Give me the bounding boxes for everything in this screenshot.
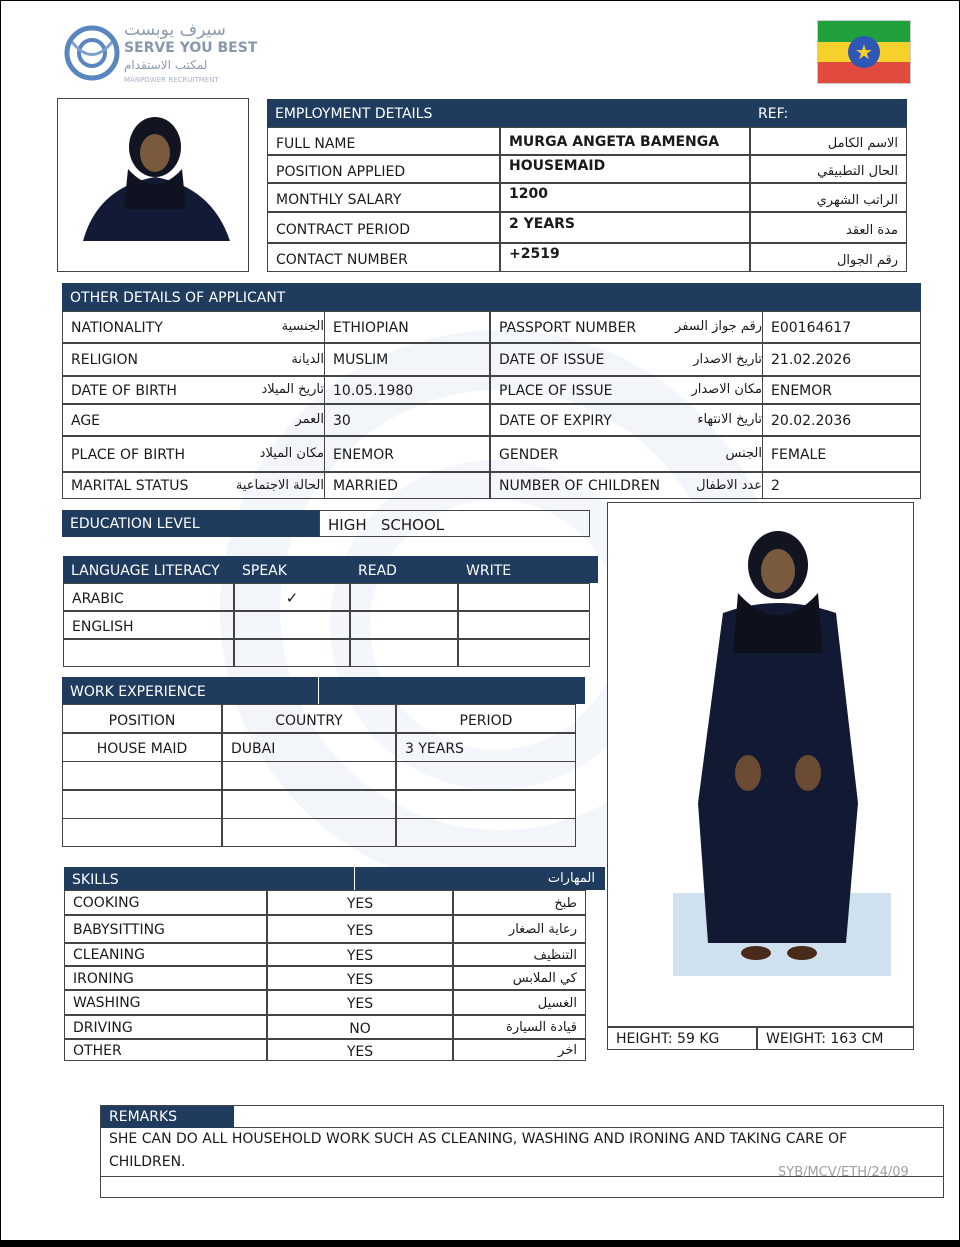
employment-value: 2 YEARS: [500, 212, 750, 243]
work-country: [222, 761, 396, 790]
employment-arabic-label: مدة العقد: [750, 212, 907, 243]
skill-arabic: قيادة السيارة: [453, 1015, 586, 1039]
passport-value: E00164617: [762, 311, 921, 343]
portrait-figure-icon: [58, 99, 248, 271]
employment-arabic-label: الاسم الكامل: [750, 127, 907, 155]
remarks-line-1: SHE CAN DO ALL HOUSEHOLD WORK SUCH AS CLEANING, WASHING AND IRONING AND TAKING CARE OF: [109, 1131, 848, 1147]
passport-arabic-label: رقم جواز السفر: [675, 319, 762, 334]
employment-arabic-label: الراتب الشهري: [750, 183, 907, 212]
language-write: [458, 583, 590, 611]
work-position: [62, 761, 222, 790]
skill-arabic: التنظيف: [453, 943, 586, 966]
language-speak: [234, 611, 350, 639]
ethiopia-flag-icon: ★: [817, 20, 911, 84]
employment-arabic-label: الحال التطبيقي: [750, 155, 907, 183]
language-read: [350, 611, 458, 639]
portrait-photo: [57, 98, 249, 272]
employment-header-title: EMPLOYMENT DETAILS: [275, 106, 433, 122]
applicant-arabic-label: العمر: [295, 412, 324, 427]
passport-value: ENEMOR: [762, 376, 921, 404]
remarks-title: REMARKS: [109, 1109, 178, 1125]
document-code: SYB/MCV/ETH/24/09: [778, 1165, 909, 1180]
skill-name: DRIVING: [64, 1015, 267, 1039]
height-value: HEIGHT: 59 KG: [616, 1031, 720, 1047]
applicant-label: DATE OF BIRTH: [62, 376, 324, 404]
work-country: DUBAI: [222, 733, 396, 762]
skill-arabic: رعاية الصغار: [453, 915, 586, 943]
work-position: [62, 790, 222, 819]
work-country: [222, 818, 396, 847]
applicant-label: MARITAL STATUS: [62, 472, 324, 499]
work-period: [396, 790, 576, 819]
skill-value: YES: [267, 990, 453, 1015]
passport-arabic-label: مكان الاصدار: [691, 382, 762, 397]
full-body-photo: [607, 502, 914, 1027]
other-details-header: [62, 283, 490, 311]
work-experience-header: WORK EXPERIENCE: [62, 677, 326, 704]
applicant-arabic-label: الجنسية: [281, 319, 324, 334]
applicant-label: NATIONALITY: [62, 311, 324, 343]
skill-arabic: كي الملابس: [453, 966, 586, 990]
applicant-value: ETHIOPIAN: [324, 311, 490, 343]
employment-header: [267, 99, 750, 127]
language-write: [458, 639, 590, 667]
applicant-value: 30: [324, 404, 490, 436]
passport-label: GENDER: [490, 436, 762, 472]
work-period: 3 YEARS: [396, 733, 576, 762]
full-body-figure-icon: [608, 503, 913, 1026]
employment-value: MURGA ANGETA BAMENGA: [500, 127, 750, 155]
bottom-border: [0, 1240, 960, 1247]
ref-label: REF:: [758, 106, 789, 122]
applicant-label: PLACE OF BIRTH: [62, 436, 324, 472]
skill-value: YES: [267, 890, 453, 915]
skill-value: YES: [267, 966, 453, 990]
language-speak: ✓: [234, 583, 350, 611]
language-name: ARABIC: [63, 583, 234, 611]
applicant-value: MARRIED: [324, 472, 490, 499]
employment-label: POSITION APPLIED: [267, 155, 500, 183]
employment-label: FULL NAME: [267, 127, 500, 155]
passport-arabic-label: عدد الاطفال: [696, 478, 762, 493]
passport-arabic-label: تاريخ الانتهاء: [697, 412, 762, 427]
applicant-arabic-label: الديانة: [291, 352, 324, 367]
employment-label: MONTHLY SALARY: [267, 183, 500, 212]
applicant-label: RELIGION: [62, 343, 324, 376]
skill-name: OTHER: [64, 1039, 267, 1061]
language-header-cell: SPEAK: [234, 556, 359, 583]
education-value: HIGH SCHOOL: [328, 516, 445, 534]
employment-label: CONTRACT PERIOD: [267, 212, 500, 243]
skill-arabic: اخر: [453, 1039, 586, 1061]
passport-label: NUMBER OF CHILDREN: [490, 472, 762, 499]
company-logo: [62, 20, 258, 88]
employment-value: 1200: [500, 183, 750, 212]
work-position: [62, 818, 222, 847]
applicant-arabic-label: تاريخ الميلاد: [261, 382, 324, 397]
work-column-header: POSITION: [62, 704, 222, 733]
skill-value: YES: [267, 1039, 453, 1061]
passport-label: DATE OF EXPIRY: [490, 404, 762, 436]
language-name: [63, 639, 234, 667]
applicant-arabic-label: الحالة الاجتماعية: [235, 478, 324, 493]
weight-cell: [757, 1027, 914, 1050]
employment-value: HOUSEMAID: [500, 155, 750, 183]
skill-name: WASHING: [64, 990, 267, 1015]
applicant-arabic-label: مكان الميلاد: [259, 446, 324, 461]
work-position: HOUSE MAID: [62, 733, 222, 762]
passport-value: 21.02.2026: [762, 343, 921, 376]
ref-header: [750, 99, 907, 127]
language-read: [350, 583, 458, 611]
education-value-cell: [319, 510, 590, 537]
skill-value: YES: [267, 915, 453, 943]
skills-header: SKILLS: [64, 867, 362, 890]
brand-sub: MANPOWER RECRUITMENT: [124, 76, 219, 84]
weight-value: WEIGHT: 163 CM: [766, 1031, 884, 1047]
work-column-header: PERIOD: [396, 704, 576, 733]
skill-arabic: طبخ: [453, 890, 586, 915]
brand-arabic: سيرف يوبست: [124, 20, 226, 40]
skill-name: COOKING: [64, 890, 267, 915]
language-header-cell: WRITE: [458, 556, 599, 583]
employment-arabic-label: رقم الجوال: [750, 243, 907, 272]
passport-arabic-label: تاريخ الاصدار: [693, 352, 762, 367]
other-details-header-right: [490, 283, 921, 311]
applicant-value: MUSLIM: [324, 343, 490, 376]
work-country: [222, 790, 396, 819]
logo-mark-icon: [62, 22, 122, 84]
skill-arabic: الغسيل: [453, 990, 586, 1015]
work-column-header: COUNTRY: [222, 704, 396, 733]
employment-value: +2519: [500, 243, 750, 272]
skill-name: BABYSITTING: [64, 915, 267, 943]
language-header-cell: READ: [350, 556, 467, 583]
other-details-title: OTHER DETAILS OF APPLICANT: [70, 290, 286, 306]
remarks-line-2: CHILDREN.: [109, 1154, 186, 1170]
passport-value: FEMALE: [762, 436, 921, 472]
language-header-cell: LANGUAGE LITERACY: [63, 556, 243, 583]
passport-label: PASSPORT NUMBER: [490, 311, 762, 343]
applicant-value: 10.05.1980: [324, 376, 490, 404]
passport-arabic-label: الجنس: [725, 446, 762, 461]
passport-label: PLACE OF ISSUE: [490, 376, 762, 404]
remarks-header-rule: [234, 1105, 944, 1128]
employment-label: CONTACT NUMBER: [267, 243, 500, 272]
language-speak: [234, 639, 350, 667]
education-label: EDUCATION LEVEL: [70, 516, 200, 532]
brand-english: SERVE YOU BEST: [124, 40, 258, 56]
height-cell: [607, 1027, 757, 1050]
language-read: [350, 639, 458, 667]
skill-value: YES: [267, 943, 453, 966]
work-period: [396, 818, 576, 847]
passport-value: 2: [762, 472, 921, 499]
brand-arabic-sub: لمكتب الاستقدام: [124, 58, 208, 72]
skill-name: IRONING: [64, 966, 267, 990]
passport-value: 20.02.2036: [762, 404, 921, 436]
skills-header-arabic: المهارات: [354, 867, 605, 890]
work-experience-header-right: [318, 677, 585, 704]
education-header: [62, 510, 319, 537]
passport-label: DATE OF ISSUE: [490, 343, 762, 376]
work-period: [396, 761, 576, 790]
language-write: [458, 611, 590, 639]
language-name: ENGLISH: [63, 611, 234, 639]
applicant-label: AGE: [62, 404, 324, 436]
applicant-value: ENEMOR: [324, 436, 490, 472]
skill-value: NO: [267, 1015, 453, 1039]
skill-name: CLEANING: [64, 943, 267, 966]
